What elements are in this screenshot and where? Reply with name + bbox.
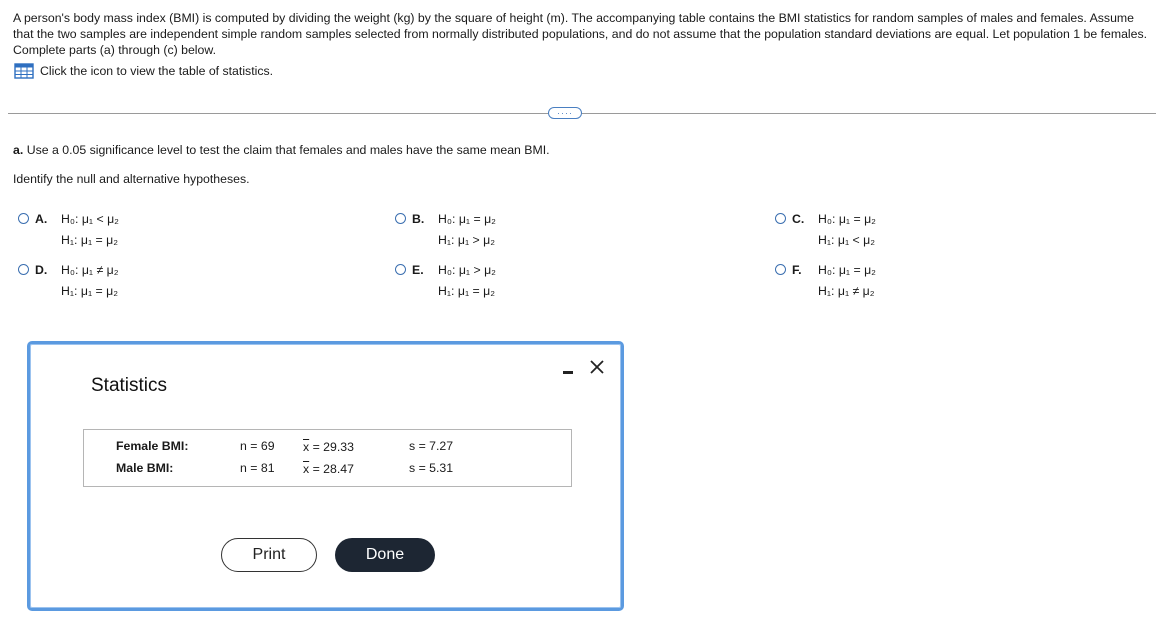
xbar-symbol: $\overline{x}$	[303, 462, 310, 476]
view-table-link-label[interactable]: Click the icon to view the table of statistics.	[40, 64, 274, 78]
print-button[interactable]: Print	[221, 538, 317, 572]
alternative-hypothesis: H₁: μ₁ = μ₂	[61, 233, 118, 247]
option-letter: A.	[35, 212, 48, 226]
statistics-table	[83, 429, 572, 487]
sample-mean	[303, 462, 354, 476]
null-hypothesis: H₀: μ₁ > μ₂	[438, 263, 496, 277]
option-letter: C.	[792, 212, 805, 226]
sample-sd: s = 7.27	[409, 439, 454, 453]
part-a-text: Use a 0.05 significance level to test the claim that females and males have the same mean BMI.	[26, 143, 550, 157]
row-label: Male BMI:	[116, 461, 174, 475]
radio-button[interactable]	[395, 264, 406, 275]
alternative-hypothesis: H₁: μ₁ < μ₂	[818, 233, 875, 247]
sample-mean	[303, 440, 354, 454]
option-b[interactable]	[395, 212, 496, 251]
null-hypothesis: H₀: μ₁ ≠ μ₂	[61, 263, 119, 277]
minimize-button[interactable]	[560, 360, 576, 380]
null-hypothesis: H₀: μ₁ = μ₂	[818, 263, 876, 277]
option-a[interactable]	[18, 212, 119, 251]
null-hypothesis: H₀: μ₁ = μ₂	[818, 212, 876, 226]
problem-statement: A person's body mass index (BMI) is computed by dividing the weight (kg) by the square of height (m). The accompanying table contains the BMI statistics for random samples of males and females. Assume that the two samples are independent simple random samples selected from normally distributed populations, and do not assume that the population standard deviations are equal. Let population 1 be females. Complete parts (a) through (c) below.	[13, 11, 1148, 57]
part-a-question	[13, 143, 550, 157]
sample-size: n = 81	[240, 461, 275, 475]
xbar-symbol: $\overline{x}$	[303, 440, 310, 454]
option-c[interactable]	[775, 212, 876, 251]
null-hypothesis: H₀: μ₁ = μ₂	[438, 212, 496, 226]
radio-button[interactable]	[775, 213, 786, 224]
sample-sd: s = 5.31	[409, 461, 454, 475]
instruction-text: Identify the null and alternative hypotheses.	[13, 172, 250, 186]
statistics-dialog	[27, 341, 624, 611]
radio-button[interactable]	[395, 213, 406, 224]
radio-button[interactable]	[775, 264, 786, 275]
alternative-hypothesis: H₁: μ₁ = μ₂	[61, 284, 118, 298]
expand-more-button[interactable]: ····	[548, 107, 582, 119]
table-grid-icon[interactable]	[14, 63, 34, 79]
done-button[interactable]: Done	[335, 538, 435, 572]
sample-mean-value: = 29.33	[309, 440, 354, 454]
alternative-hypothesis: H₁: μ₁ = μ₂	[438, 284, 495, 298]
row-label: Female BMI:	[116, 439, 189, 453]
option-letter: F.	[792, 263, 802, 277]
alternative-hypothesis: H₁: μ₁ > μ₂	[438, 233, 495, 247]
close-icon[interactable]	[588, 358, 606, 376]
sample-size: n = 69	[240, 439, 275, 453]
option-f[interactable]	[775, 263, 876, 302]
part-a-label: a.	[13, 143, 24, 157]
option-e[interactable]	[395, 263, 496, 302]
option-letter: E.	[412, 263, 424, 277]
radio-button[interactable]	[18, 264, 29, 275]
option-d[interactable]	[18, 263, 119, 302]
alternative-hypothesis: H₁: μ₁ ≠ μ₂	[818, 284, 875, 298]
dialog-title: Statistics	[91, 375, 168, 396]
section-divider	[8, 113, 1156, 114]
option-letter: B.	[412, 212, 425, 226]
radio-button[interactable]	[18, 213, 29, 224]
option-letter: D.	[35, 263, 48, 277]
minimize-icon[interactable]	[563, 371, 573, 374]
null-hypothesis: H₀: μ₁ < μ₂	[61, 212, 119, 226]
view-table-link[interactable]	[14, 63, 273, 79]
sample-mean-value: = 28.47	[309, 462, 354, 476]
